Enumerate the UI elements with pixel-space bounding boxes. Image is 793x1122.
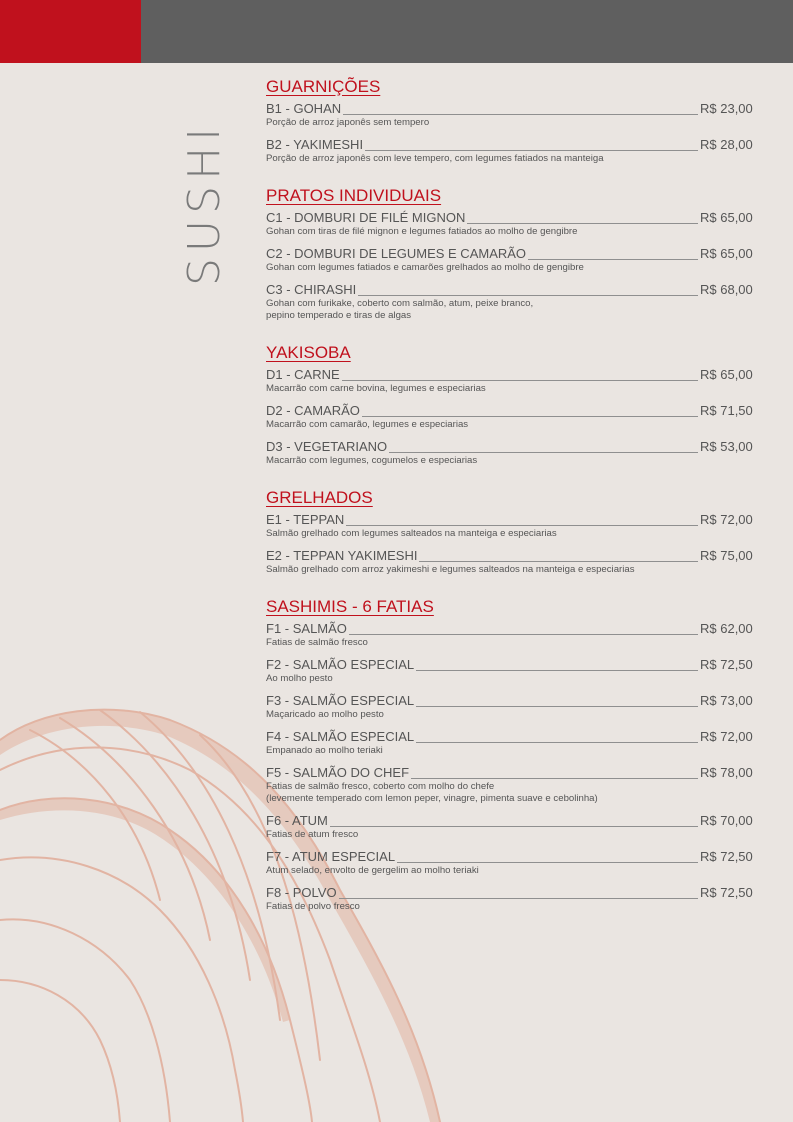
item-name: D2 - CAMARÃO [266,403,360,418]
dotted-leader [339,898,698,899]
dotted-leader [411,778,698,779]
menu-item [266,849,766,885]
dotted-leader [349,634,698,635]
item-name: F6 - ATUM [266,813,328,828]
item-name: C2 - DOMBURI DE LEGUMES E CAMARÃO [266,246,527,261]
item-price: R$ 75,00 [700,548,753,563]
dotted-leader [346,525,698,526]
menu-item [266,403,766,439]
dotted-leader [416,670,698,671]
menu-section [266,487,766,584]
item-description: Macarrão com camarão, legumes e especiarias [266,419,469,430]
menu-item [266,548,766,584]
menu-item [266,657,766,693]
menu-item [266,439,766,475]
item-price: R$ 72,50 [700,885,753,900]
item-description: Porção de arroz japonês com leve tempero, com legumes fatiados na manteiga [266,153,604,164]
item-price: R$ 73,00 [700,693,753,708]
item-name: D3 - VEGETARIANO [266,439,388,454]
item-price: R$ 23,00 [700,101,753,116]
item-name: C1 - DOMBURI DE FILÉ MIGNON [266,210,466,225]
top-banner [0,0,793,63]
item-price: R$ 72,00 [700,512,753,527]
item-description: Fatias de salmão fresco, coberto com molho do chefe (levemente temperado com lemon peper, vinagre, pimenta suave e cebolinha) [266,781,598,804]
menu-item [266,693,766,729]
dotted-leader [397,862,698,863]
item-name: F5 - SALMÃO DO CHEF [266,765,410,780]
side-title: SUSHI [179,121,230,286]
item-description: Fatias de salmão fresco [266,637,368,648]
section-title: GUARNIÇÕES [266,77,381,96]
dotted-leader [342,380,698,381]
menu-item [266,101,766,137]
item-description: Macarrão com carne bovina, legumes e especiarias [266,383,486,394]
item-price: R$ 72,50 [700,657,753,672]
menu-item [266,621,766,657]
menu-section [266,596,766,921]
dotted-leader [330,826,698,827]
item-price: R$ 72,50 [700,849,753,864]
menu-item [266,367,766,403]
menu-item [266,813,766,849]
item-price: R$ 78,00 [700,765,753,780]
item-description: Gohan com legumes fatiados e camarões grelhados ao molho de gengibre [266,262,584,273]
item-name: F7 - ATUM ESPECIAL [266,849,396,864]
item-description: Gohan com tiras de filé mignon e legumes fatiados ao molho de gengibre [266,226,578,237]
item-price: R$ 53,00 [700,439,753,454]
dotted-leader [416,706,698,707]
item-name: B1 - GOHAN [266,101,342,116]
item-name: F3 - SALMÃO ESPECIAL [266,693,415,708]
dotted-leader [365,150,698,151]
menu-section [266,185,766,330]
menu-item [266,210,766,246]
menu-section [266,342,766,475]
dotted-leader [467,223,698,224]
section-title: GRELHADOS [266,488,373,507]
item-description: Salmão grelhado com legumes salteados na manteiga e especiarias [266,528,557,539]
dotted-leader [419,561,698,562]
item-price: R$ 62,00 [700,621,753,636]
menu-item [266,282,766,330]
item-price: R$ 28,00 [700,137,753,152]
menu-section [266,76,766,173]
item-name: C3 - CHIRASHI [266,282,357,297]
dotted-leader [343,114,698,115]
menu-item [266,137,766,173]
item-name: F1 - SALMÃO [266,621,347,636]
dotted-leader [528,259,698,260]
item-name: F8 - POLVO [266,885,337,900]
top-banner-accent [0,0,141,63]
item-description: Fatias de atum fresco [266,829,359,840]
menu-item [266,512,766,548]
item-name: E1 - TEPPAN [266,512,345,527]
dotted-leader [358,295,698,296]
item-price: R$ 65,00 [700,210,753,225]
section-title: SASHIMIS - 6 FATIAS [266,597,434,616]
item-description: Ao molho pesto [266,673,333,684]
item-description: Porção de arroz japonês sem tempero [266,117,430,128]
menu-item [266,246,766,282]
item-name: D1 - CARNE [266,367,340,382]
section-title: YAKISOBA [266,343,351,362]
item-name: F4 - SALMÃO ESPECIAL [266,729,415,744]
dotted-leader [362,416,698,417]
dotted-leader [389,452,698,453]
item-price: R$ 72,00 [700,729,753,744]
item-price: R$ 65,00 [700,367,753,382]
item-description: Atum selado, envolto de gergelim ao molho teriaki [266,865,479,876]
item-description: Gohan com furikake, coberto com salmão, atum, peixe branco, pepino temperado e tiras de algas [266,298,534,321]
dotted-leader [416,742,698,743]
menu-list [266,76,766,933]
item-description: Salmão grelhado com arroz yakimeshi e legumes salteados na manteiga e especiarias [266,564,635,575]
item-price: R$ 65,00 [700,246,753,261]
item-description: Empanado ao molho teriaki [266,745,383,756]
item-description: Maçaricado ao molho pesto [266,709,384,720]
section-title: PRATOS INDIVIDUAIS [266,186,442,205]
menu-item [266,885,766,921]
menu-item [266,765,766,813]
item-name: E2 - TEPPAN YAKIMESHI [266,548,418,563]
item-name: B2 - YAKIMESHI [266,137,364,152]
item-price: R$ 70,00 [700,813,753,828]
item-description: Fatias de polvo fresco [266,901,360,912]
menu-item [266,729,766,765]
item-description: Macarrão com legumes, cogumelos e especiarias [266,455,478,466]
item-price: R$ 68,00 [700,282,753,297]
item-name: F2 - SALMÃO ESPECIAL [266,657,415,672]
item-price: R$ 71,50 [700,403,753,418]
